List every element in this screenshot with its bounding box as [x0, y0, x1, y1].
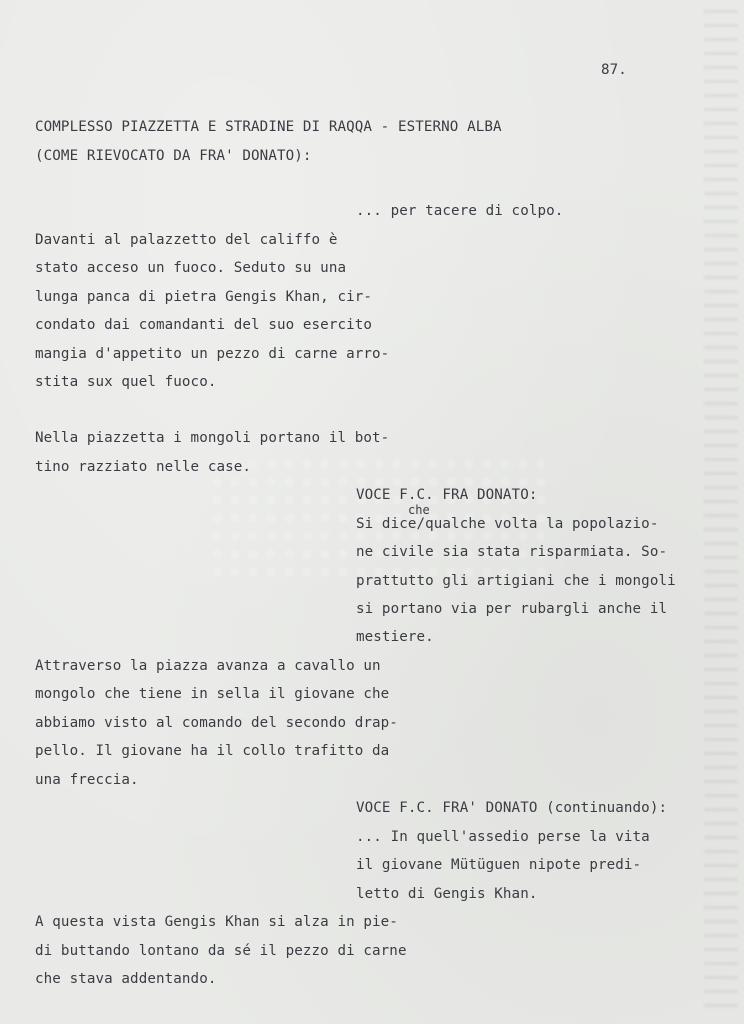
dialogue-line: prattutto gli artigiani che i mongoli — [356, 573, 676, 589]
dialogue-line: ne civile sia stata risparmiata. So- — [356, 544, 668, 560]
scene-heading-line: (COME RIEVOCATO DA FRA' DONATO): — [35, 148, 312, 164]
dialogue-line: il giovane Mütüguen nipote predi- — [356, 857, 642, 873]
action-line: pello. Il giovane ha il collo trafitto da — [35, 743, 390, 759]
action-line: abbiamo visto al comando del secondo drap- — [35, 715, 398, 731]
action-line: condato dai comandanti del suo esercito — [35, 317, 373, 333]
action-line: stita sux quel fuoco. — [35, 374, 217, 390]
dialogue-line: ... In quell'assedio perse la vita — [356, 829, 650, 845]
action-line: mongolo che tiene in sella il giovane che — [35, 686, 390, 702]
action-line: Attraverso la piazza avanza a cavallo un — [35, 658, 381, 674]
action-line: stato acceso un fuoco. Seduto su una — [35, 260, 347, 276]
voice-speaker: VOCE F.C. FRA' DONATO (continuando): — [356, 800, 668, 816]
action-line: mangia d'appetito un pezzo di carne arro- — [35, 346, 390, 362]
voice-speaker: VOCE F.C. FRA DONATO: — [356, 487, 538, 503]
action-line: una freccia. — [35, 772, 139, 788]
handwritten-insert: che — [408, 503, 430, 517]
action-line: di buttando lontano da sé il pezzo di carne — [35, 943, 407, 959]
action-line: A questa vista Gengis Khan si alza in pie- — [35, 914, 398, 930]
dialogue-line: letto di Gengis Khan. — [356, 886, 538, 902]
show-through-bleed — [704, 10, 738, 1010]
page-number: 87. — [601, 62, 627, 78]
action-line: che stava addentando. — [35, 971, 217, 987]
action-line: Davanti al palazzetto del califfo è — [35, 232, 338, 248]
action-line: tino razziato nelle case. — [35, 459, 252, 475]
scene-heading-line: COMPLESSO PIAZZETTA E STRADINE DI RAQQA - ESTERNO ALBA — [35, 119, 502, 135]
dialogue-line: Si dice/qualche volta la popolazio- — [356, 516, 659, 532]
dialogue-line: si portano via per rubargli anche il — [356, 601, 668, 617]
dialogue-line: mestiere. — [356, 629, 434, 645]
continuation-line: ... per tacere di colpo. — [356, 203, 564, 219]
action-line: lunga panca di pietra Gengis Khan, cir- — [35, 289, 373, 305]
action-line: Nella piazzetta i mongoli portano il bot- — [35, 430, 390, 446]
